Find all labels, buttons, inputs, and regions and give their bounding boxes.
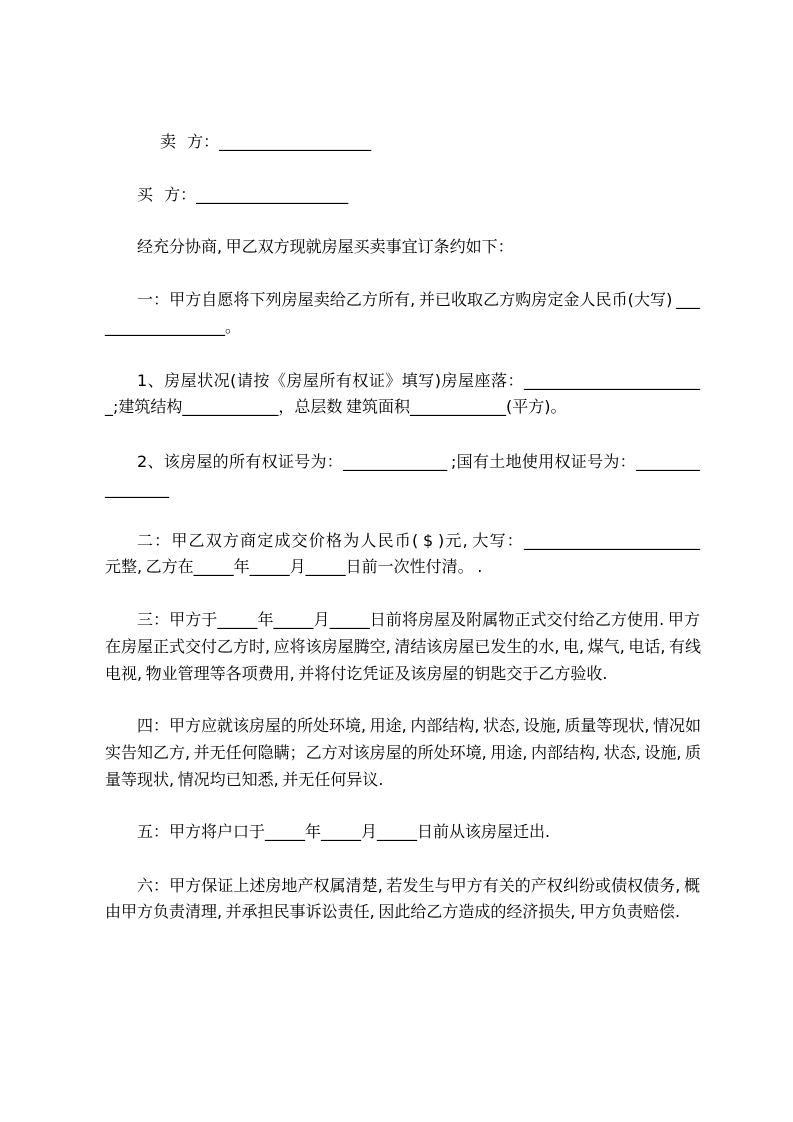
clause-line: 量等现状, 情况均已知悉, 并无任何异议. <box>105 770 384 789</box>
clause-line: _;建筑结构____________，总层数 建筑面积____________(平方)。 <box>105 397 567 416</box>
clause-line: 二：甲乙双方商定成交价格为人民币( $ )元, 大写：______________________ <box>137 531 700 550</box>
clause-line: 在房屋正式交付乙方时, 应将该房屋腾空, 清结该房屋已发生的水, 电, 煤气, 电话, 有线 <box>105 637 702 656</box>
buyer-label: 买 方： <box>137 185 197 204</box>
clause-line: 三：甲方于_____年_____月_____日前将房屋及附属物正式交付给乙方使用. 甲方 <box>137 610 700 629</box>
clause-line: 由甲方负责清理, 并承担民事诉讼责任, 因此给乙方造成的经济损失, 甲方负责赔偿. <box>105 902 681 921</box>
clause-line: 实告知乙方, 并无任何隐瞒；乙方对该房屋的所处环境, 用途, 内部结构, 状态, 设施, 质 <box>105 743 702 762</box>
preamble-text: 经充分协商, 甲乙双方现就房屋买卖事宜订条约如下： <box>137 237 514 256</box>
buyer-line <box>137 185 348 205</box>
clause-line: 四：甲方应就该房屋的所处环境, 用途, 内部结构, 状态, 设施, 质量等现状, 情况如 <box>137 716 702 735</box>
clause-line: 五：甲方将户口于_____年_____月_____日前从该房屋迁出. <box>137 822 551 841</box>
clause-line: 1、房屋状况(请按《房屋所有权证》填写)房屋座落：______________________ <box>137 371 700 390</box>
seller-line <box>160 132 371 152</box>
clause-line: 元整, 乙方在_____年_____月_____日前一次性付清。 . <box>105 557 483 576</box>
clause-line: _______________。 <box>105 317 242 336</box>
clause-line: 一：甲方自愿将下列房屋卖给乙方所有, 并已收取乙方购房定金人民币(大写) ___ <box>137 290 700 309</box>
clause-line: 2、该房屋的所有权证号为：_____________ ;国有土地使用权证号为：________ <box>137 452 700 471</box>
seller-blank: ___________________ <box>219 132 372 151</box>
clause-line: 六：甲方保证上述房地产权属清楚, 若发生与甲方有关的产权纠纷或债权债务, 概 <box>137 876 700 895</box>
seller-label: 卖 方： <box>160 132 220 151</box>
clause-line: ________ <box>105 479 169 498</box>
clause-line: 电视, 物业管理等各项费用, 并将付讫凭证及该房屋的钥匙交于乙方验收. <box>105 664 608 683</box>
buyer-blank: ___________________ <box>196 185 349 204</box>
